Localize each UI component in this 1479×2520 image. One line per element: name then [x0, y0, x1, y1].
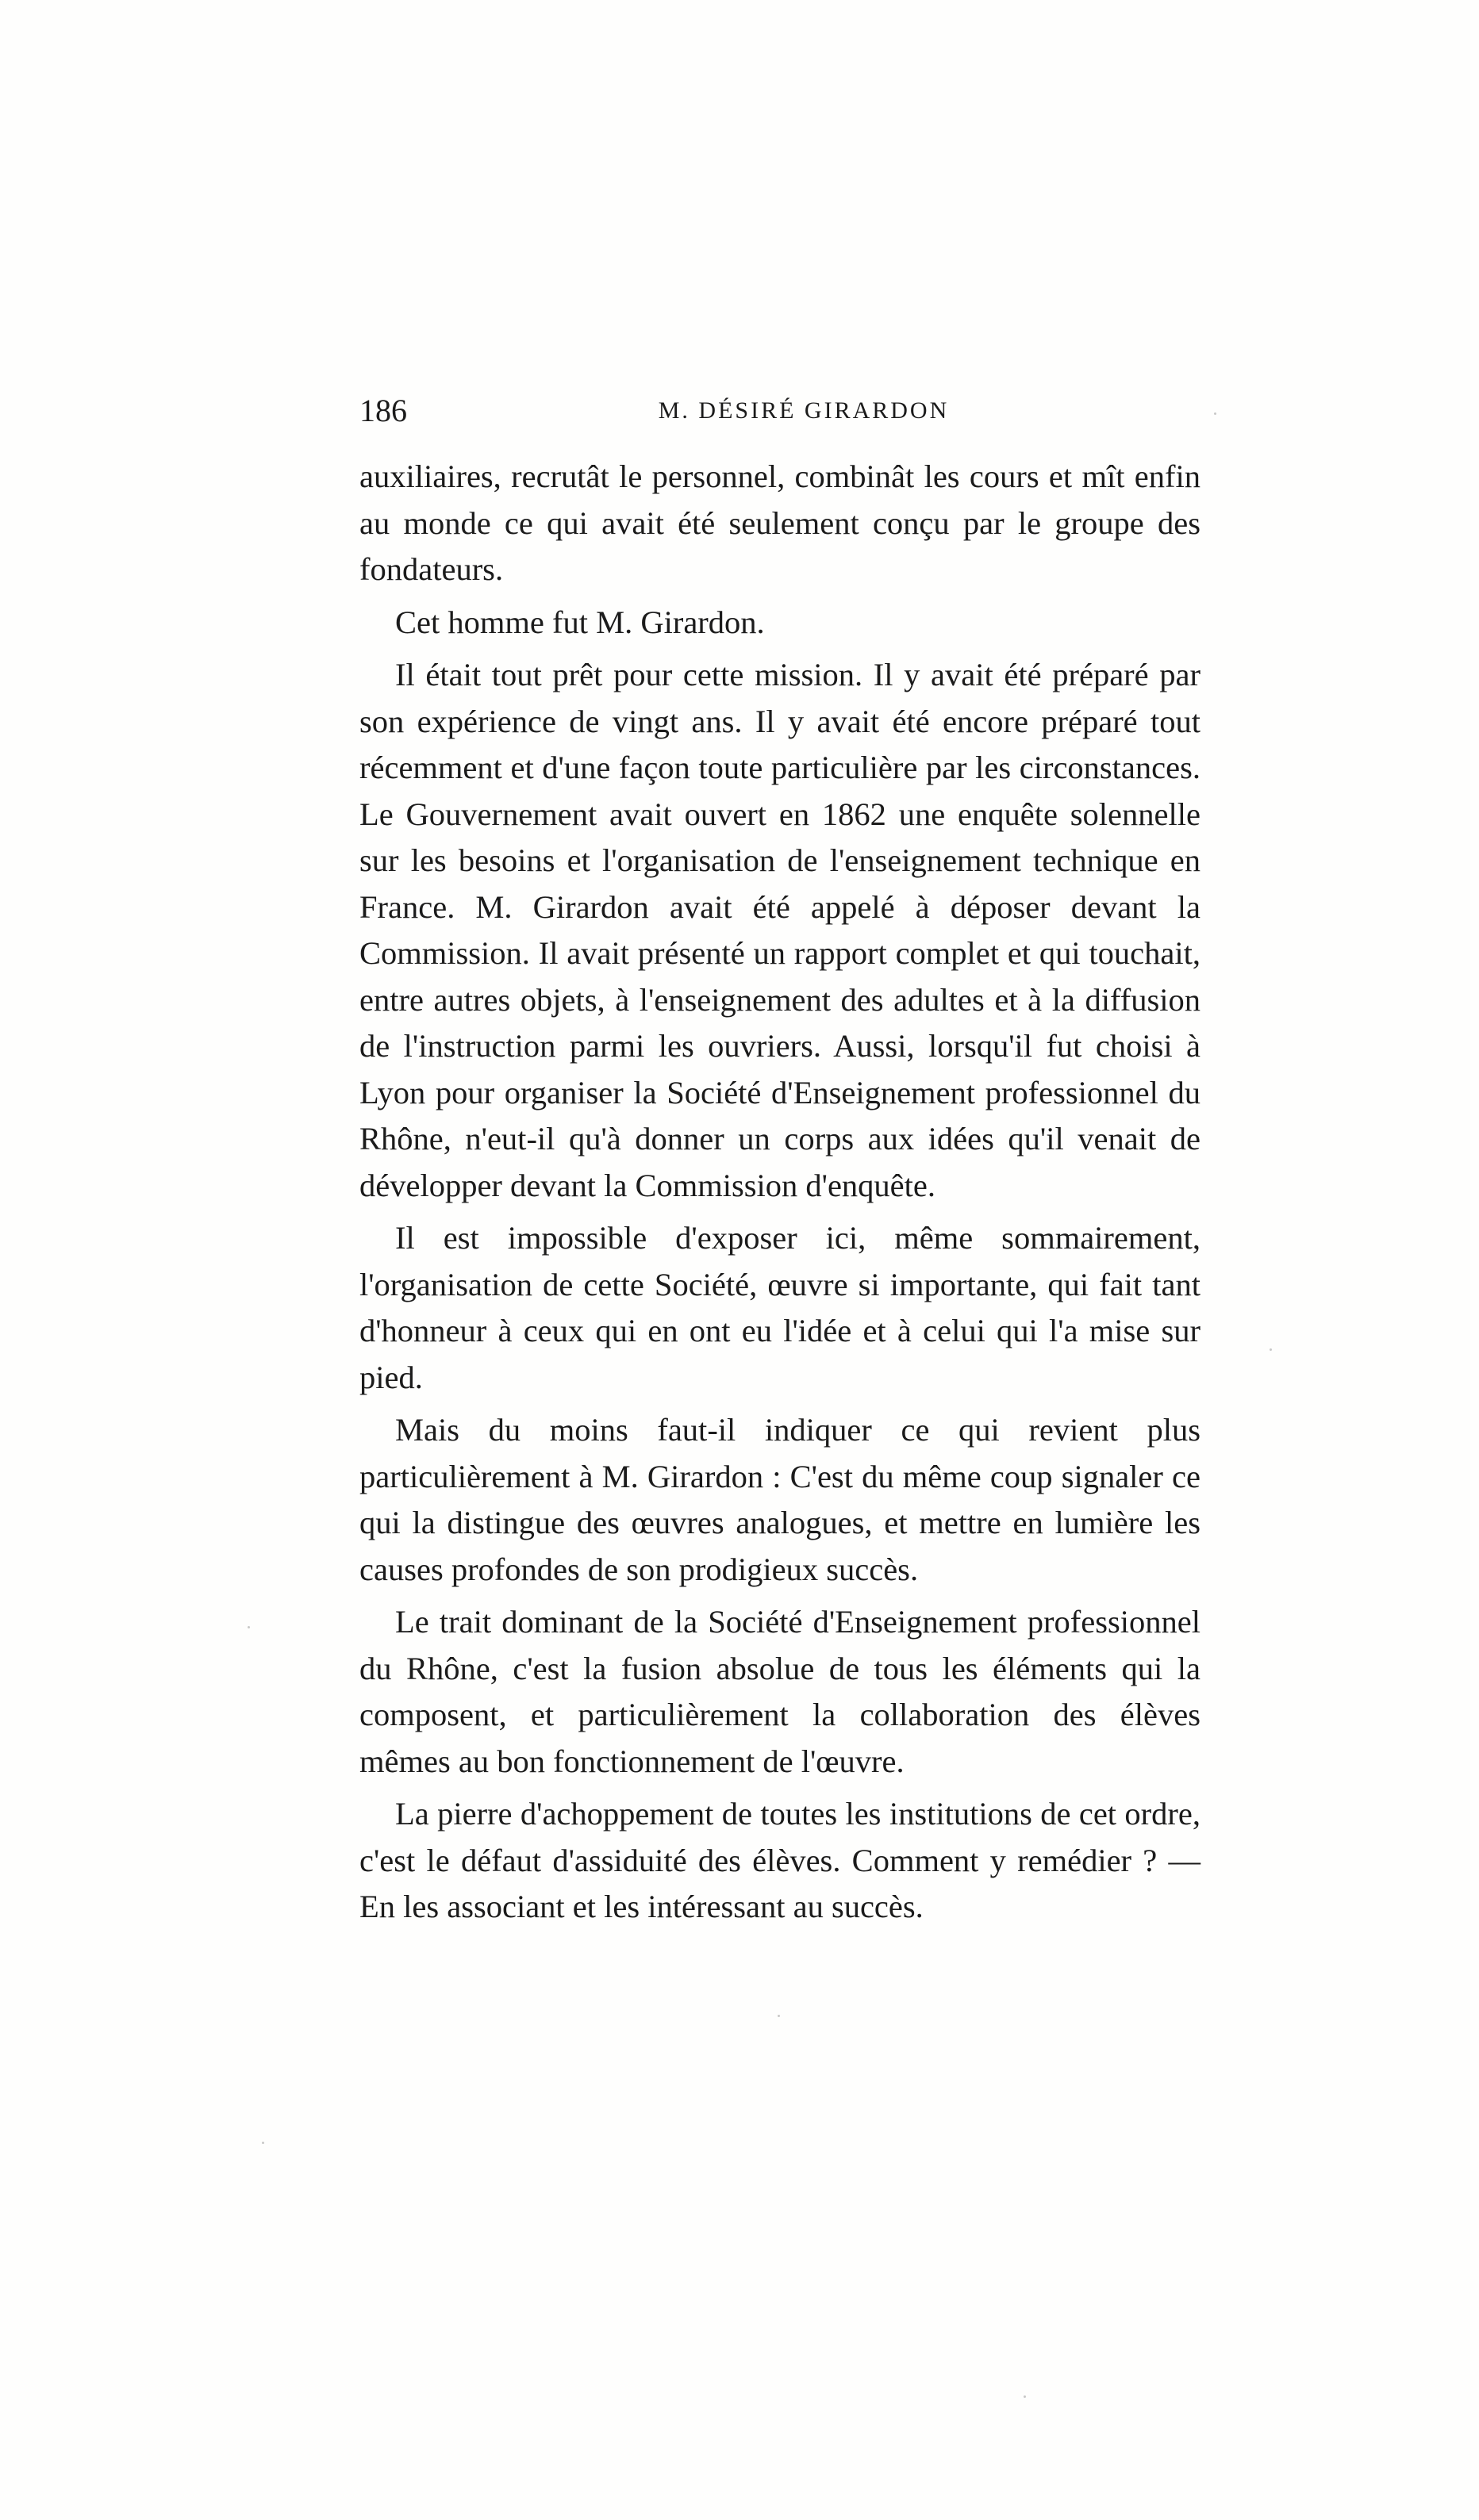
paragraph: Mais du moins faut-il indiquer ce qui revient plus particulièrement à M. Girardon : C'est du même coup signaler ce qui la distingue des œuvres analogues, et mettre en lumière les causes profondes de son prodigieux succès. [359, 1412, 1200, 1587]
paper-speck [262, 2142, 264, 2144]
page-header [359, 387, 1200, 435]
paper-speck [1214, 412, 1216, 415]
paragraph: Il est impossible d'exposer ici, même sommairement, l'organisation de cette Société, œuvre si importante, qui fait tant d'honneur à ceux qui en ont eu l'idée et à celui qui l'a mise sur pied. [359, 1220, 1200, 1395]
paragraph: auxiliaires, recrutât le personnel, combinât les cours et mît enfin au monde ce qui avait été seulement conçu par le groupe des fondateurs. [359, 458, 1200, 587]
paragraph: Il était tout prêt pour cette mission. Il y avait été préparé par son expérience de vingt ans. Il y avait été encore préparé tout récemment et d'une façon toute particulière par les circonstances. Le Gouvernement avait ouvert en 1862 une enquête solennelle sur les besoins et l'organisation de l'enseignement technique en France. M. Girardon avait été appelé à déposer devant la Commission. Il avait présenté un rapport complet et qui touchait, entre autres objets, à l'enseignement des adultes et à la diffusion de l'instruction parmi les ouvriers. Aussi, lorsqu'il fut choisi à Lyon pour organiser la Société d'Enseignement professionnel du Rhône, n'eut-il qu'à donner un corps aux idées qu'il venait de développer devant la Commission d'enquête. [359, 657, 1200, 1203]
paragraph: La pierre d'achoppement de toutes les institutions de cet ordre, c'est le défaut d'assiduité des élèves. Comment y remédier ? — En les associant et les intéressant au succès. [359, 1796, 1200, 1924]
paper-speck [1270, 1348, 1272, 1351]
paper-speck [778, 2015, 780, 2017]
body-text [359, 454, 1200, 1937]
paper-speck [1024, 2395, 1026, 2398]
paragraph: Le trait dominant de la Société d'Enseignement professionnel du Rhône, c'est la fusion absolue de tous les éléments qui la composent, et particulièrement la collaboration des élèves mêmes au bon fonctionnement de l'œuvre. [359, 1604, 1200, 1779]
page-number: 186 [359, 393, 407, 428]
running-head: M. DÉSIRÉ GIRARDON [658, 397, 950, 424]
paragraph: Cet homme fut M. Girardon. [395, 604, 765, 640]
paper-speck [248, 1626, 250, 1628]
